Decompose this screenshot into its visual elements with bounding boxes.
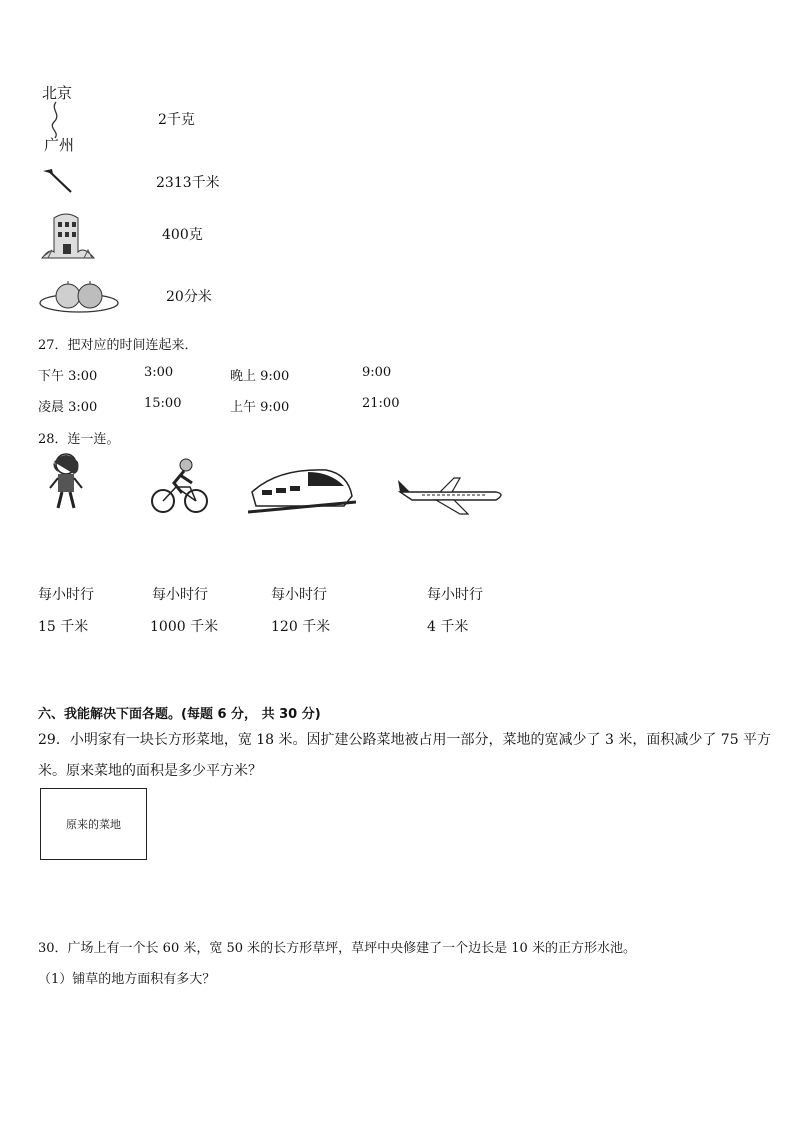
q27-r1c1: 下午 3:00 bbox=[38, 369, 98, 384]
map-beijing-guangzhou bbox=[40, 80, 85, 156]
speed-15km: 15 千米 bbox=[38, 619, 89, 635]
value-2313km: 2313千米 bbox=[156, 175, 220, 191]
fruit-plate-icon bbox=[38, 276, 120, 314]
walking-girl-icon bbox=[44, 450, 88, 512]
q27-r2c3: 上午 9:00 bbox=[230, 400, 290, 415]
original-garden-box bbox=[40, 788, 147, 860]
q27-r2c2: 15:00 bbox=[144, 396, 182, 411]
value-20dm: 20分米 bbox=[166, 289, 212, 305]
original-garden-label: 原来的菜地 bbox=[66, 818, 121, 831]
high-speed-train-icon bbox=[248, 462, 356, 514]
q27-r2c4: 21:00 bbox=[362, 396, 400, 411]
q27-r1c2: 3:00 bbox=[144, 365, 174, 380]
airplane-icon bbox=[396, 474, 508, 516]
value-400g: 400克 bbox=[162, 227, 203, 243]
map-label-beijing: 北京 bbox=[42, 84, 73, 102]
q27-title: 27．把对应的时间连起来． bbox=[38, 338, 198, 353]
q28-title: 28．连一连。 bbox=[38, 432, 120, 447]
q29-line1: 29．小明家有一块长方形菜地，宽 18 米。因扩建公路菜地被占用一部分，菜地的宽减少了 3 米，面积减少了 75 平方 bbox=[38, 732, 772, 748]
nail-icon bbox=[40, 165, 76, 195]
speed-4km: 4 千米 bbox=[427, 619, 469, 635]
q30-line1: 30．广场上有一个长 60 米，宽 50 米的长方形草坪，草坪中央修建了一个边长是 10 米的正方形水池。 bbox=[38, 941, 636, 956]
q27-r1c3: 晚上 9:00 bbox=[230, 369, 290, 384]
speed-label-3: 每小时行 bbox=[271, 587, 327, 603]
building-icon bbox=[38, 204, 96, 260]
speed-1000km: 1000 千米 bbox=[150, 619, 219, 635]
q27-r2c1: 凌晨 3:00 bbox=[38, 400, 98, 415]
q30-sub1: （1）铺草的地方面积有多大？ bbox=[38, 972, 216, 987]
speed-label-1: 每小时行 bbox=[38, 587, 94, 603]
value-2kg: 2千克 bbox=[158, 112, 195, 128]
q27-r1c4: 9:00 bbox=[362, 365, 392, 380]
speed-label-4: 每小时行 bbox=[427, 587, 483, 603]
section-6-heading: 六、我能解决下面各题。(每题 6 分， 共 30 分) bbox=[38, 707, 321, 722]
cyclist-icon bbox=[150, 457, 210, 515]
map-label-guangzhou: 广州 bbox=[44, 136, 75, 154]
speed-120km: 120 千米 bbox=[271, 619, 331, 635]
speed-label-2: 每小时行 bbox=[152, 587, 208, 603]
q29-line2: 米。原来菜地的面积是多少平方米？ bbox=[38, 763, 262, 779]
